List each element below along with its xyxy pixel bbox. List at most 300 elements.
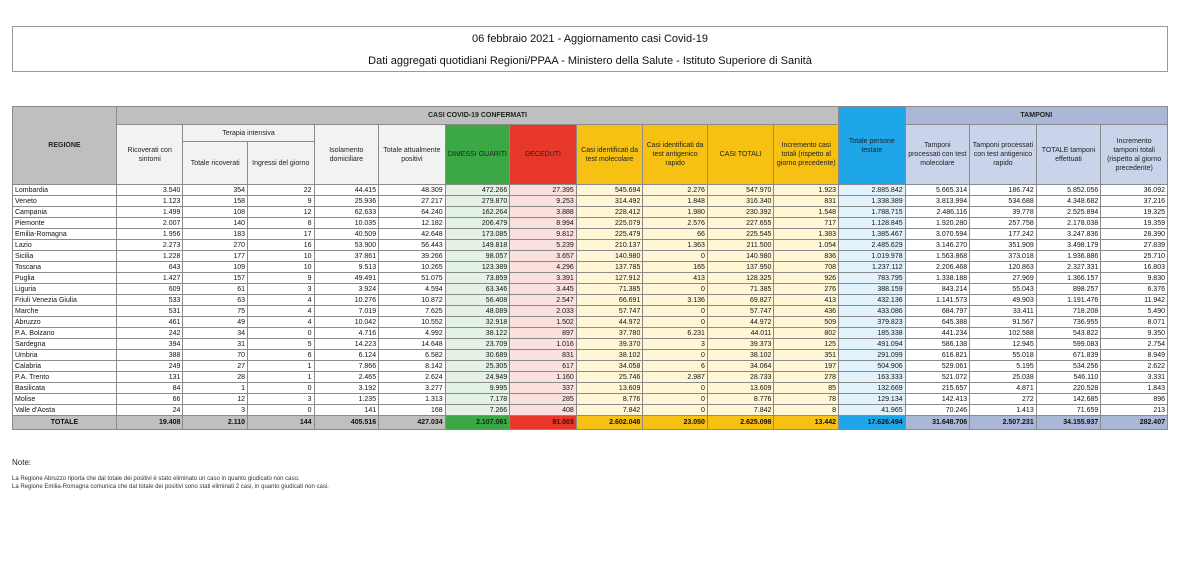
value-cell: 142.685	[1036, 394, 1101, 405]
table-row	[13, 284, 1168, 295]
value-cell: 10.035	[314, 218, 379, 229]
value-cell: 684.797	[905, 306, 970, 317]
value-cell: 8.776	[576, 394, 643, 405]
value-cell: 3.277	[379, 383, 446, 394]
table-row	[13, 350, 1168, 361]
value-cell: 44.011	[707, 328, 774, 339]
value-cell: 63	[183, 295, 248, 306]
value-cell: 3	[248, 394, 315, 405]
value-cell: 3.498.179	[1036, 240, 1101, 251]
value-cell: 49	[183, 317, 248, 328]
value-cell: 3.540	[116, 185, 183, 196]
value-cell: 257.758	[970, 218, 1037, 229]
value-cell: 2.465	[314, 372, 379, 383]
value-cell: 142.413	[905, 394, 970, 405]
value-cell: 71.385	[576, 284, 643, 295]
value-cell: 11.942	[1101, 295, 1168, 306]
value-cell: 8	[248, 218, 315, 229]
value-cell: 129.134	[839, 394, 906, 405]
value-cell: 70	[183, 350, 248, 361]
value-cell: 5	[248, 339, 315, 350]
value-cell: 211.500	[707, 240, 774, 251]
total-cell: 2.602.048	[576, 416, 643, 430]
value-cell: 9.995	[445, 383, 510, 394]
value-cell: 48.309	[379, 185, 446, 196]
value-cell: 31	[183, 339, 248, 350]
value-cell: 158	[183, 196, 248, 207]
region-cell: Liguria	[13, 284, 117, 295]
value-cell: 27.839	[1101, 240, 1168, 251]
value-cell: 718.208	[1036, 306, 1101, 317]
table-row	[13, 383, 1168, 394]
total-cell: 31.648.706	[905, 416, 970, 430]
value-cell: 215.657	[905, 383, 970, 394]
value-cell: 49.903	[970, 295, 1037, 306]
value-cell: 285	[510, 394, 577, 405]
value-cell: 9.513	[314, 262, 379, 273]
value-cell: 898.257	[1036, 284, 1101, 295]
report-header	[12, 26, 1168, 72]
casi-group-header: CASI COVID-19 CONFERMATI	[116, 107, 838, 125]
table-row	[13, 273, 1168, 284]
value-cell: 140.980	[707, 251, 774, 262]
value-cell: 6.376	[1101, 284, 1168, 295]
value-cell: 1.383	[774, 229, 839, 240]
value-cell: 39.778	[970, 207, 1037, 218]
value-cell: 91.567	[970, 317, 1037, 328]
value-cell: 12.182	[379, 218, 446, 229]
value-cell: 2.033	[510, 306, 577, 317]
value-cell: 276	[774, 284, 839, 295]
value-cell: 3	[248, 284, 315, 295]
value-cell: 25.038	[970, 372, 1037, 383]
value-cell: 545.694	[576, 185, 643, 196]
value-cell: 108	[183, 207, 248, 218]
value-cell: 75	[183, 306, 248, 317]
casi-totali-header: CASI TOTALI	[707, 125, 774, 185]
value-cell: 717	[774, 218, 839, 229]
value-cell: 10.265	[379, 262, 446, 273]
value-cell: 1.502	[510, 317, 577, 328]
value-cell: 3.070.594	[905, 229, 970, 240]
value-cell: 137.785	[576, 262, 643, 273]
value-cell: 354	[183, 185, 248, 196]
table-row	[13, 218, 1168, 229]
value-cell: 831	[774, 196, 839, 207]
value-cell: 2.007	[116, 218, 183, 229]
value-cell: 14.648	[379, 339, 446, 350]
table-row	[13, 361, 1168, 372]
value-cell: 38.122	[445, 328, 510, 339]
ti-totale-header: Totale ricoverati	[183, 142, 248, 185]
terapia-intensiva-header: Terapia intensiva	[183, 125, 314, 142]
value-cell: 2.576	[643, 218, 708, 229]
value-cell: 599.083	[1036, 339, 1101, 350]
value-cell: 6.231	[643, 328, 708, 339]
table-row	[13, 394, 1168, 405]
value-cell: 432.136	[839, 295, 906, 306]
value-cell: 1.920.280	[905, 218, 970, 229]
total-cell: 2.507.231	[970, 416, 1037, 430]
value-cell: 1.191.476	[1036, 295, 1101, 306]
value-cell: 157	[183, 273, 248, 284]
value-cell: 225.545	[707, 229, 774, 240]
value-cell: 2.987	[643, 372, 708, 383]
value-cell: 543.822	[1036, 328, 1101, 339]
value-cell: 0	[248, 383, 315, 394]
value-cell: 1.019.978	[839, 251, 906, 262]
value-cell: 39.370	[576, 339, 643, 350]
value-cell: 783.795	[839, 273, 906, 284]
value-cell: 533	[116, 295, 183, 306]
value-cell: 337	[510, 383, 577, 394]
value-cell: 132.669	[839, 383, 906, 394]
value-cell: 63.346	[445, 284, 510, 295]
value-cell: 13.609	[576, 383, 643, 394]
region-cell: Lombardia	[13, 185, 117, 196]
value-cell: 1.128.845	[839, 218, 906, 229]
value-cell: 32.918	[445, 317, 510, 328]
value-cell: 56.443	[379, 240, 446, 251]
value-cell: 2.885.842	[839, 185, 906, 196]
value-cell: 44.972	[576, 317, 643, 328]
value-cell: 1	[183, 383, 248, 394]
region-cell: P.A. Bolzano	[13, 328, 117, 339]
value-cell: 128.325	[707, 273, 774, 284]
value-cell: 27	[183, 361, 248, 372]
total-cell: 19.408	[116, 416, 183, 430]
value-cell: 25.710	[1101, 251, 1168, 262]
value-cell: 351	[774, 350, 839, 361]
value-cell: 2.276	[643, 185, 708, 196]
value-cell: 1.548	[774, 207, 839, 218]
value-cell: 8.142	[379, 361, 446, 372]
value-cell: 7.866	[314, 361, 379, 372]
molecolare-header: Casi identificati da test molecolare	[576, 125, 643, 185]
value-cell: 4.992	[379, 328, 446, 339]
value-cell: 173.085	[445, 229, 510, 240]
value-cell: 37.216	[1101, 196, 1168, 207]
value-cell: 3.192	[314, 383, 379, 394]
value-cell: 1.563.868	[905, 251, 970, 262]
value-cell: 51.075	[379, 273, 446, 284]
value-cell: 1.848	[643, 196, 708, 207]
value-cell: 1.338.389	[839, 196, 906, 207]
value-cell: 509	[774, 317, 839, 328]
value-cell: 64.240	[379, 207, 446, 218]
value-cell: 36.092	[1101, 185, 1168, 196]
value-cell: 291.099	[839, 350, 906, 361]
value-cell: 4.348.682	[1036, 196, 1101, 207]
value-cell: 30.689	[445, 350, 510, 361]
value-cell: 12.945	[970, 339, 1037, 350]
value-cell: 379.823	[839, 317, 906, 328]
value-cell: 56.408	[445, 295, 510, 306]
value-cell: 17	[248, 229, 315, 240]
note-line: La Regione Abruzzo riporta che dal totale dei positivi è stato eliminato un caso in quanto giudicato non caso.	[12, 476, 300, 482]
value-cell: 1	[248, 372, 315, 383]
region-cell: Marche	[13, 306, 117, 317]
region-cell: Emilia-Romagna	[13, 229, 117, 240]
value-cell: 227.655	[707, 218, 774, 229]
value-cell: 3.888	[510, 207, 577, 218]
value-cell: 316.340	[707, 196, 774, 207]
value-cell: 210.137	[576, 240, 643, 251]
value-cell: 225.479	[576, 229, 643, 240]
value-cell: 531	[116, 306, 183, 317]
regione-header: REGIONE	[13, 107, 117, 185]
value-cell: 25.305	[445, 361, 510, 372]
value-cell: 433.086	[839, 306, 906, 317]
value-cell: 2.486.116	[905, 207, 970, 218]
value-cell: 2.178.038	[1036, 218, 1101, 229]
value-cell: 388	[116, 350, 183, 361]
value-cell: 2.754	[1101, 339, 1168, 350]
value-cell: 609	[116, 284, 183, 295]
value-cell: 9	[248, 196, 315, 207]
value-cell: 9.350	[1101, 328, 1168, 339]
region-cell: Abruzzo	[13, 317, 117, 328]
region-cell: Molise	[13, 394, 117, 405]
value-cell: 28.390	[1101, 229, 1168, 240]
value-cell: 1.054	[774, 240, 839, 251]
value-cell: 23.709	[445, 339, 510, 350]
value-cell: 162.264	[445, 207, 510, 218]
value-cell: 1.499	[116, 207, 183, 218]
value-cell: 436	[774, 306, 839, 317]
table-row	[13, 185, 1168, 196]
value-cell: 12	[183, 394, 248, 405]
value-cell: 3.247.836	[1036, 229, 1101, 240]
value-cell: 168	[379, 405, 446, 416]
value-cell: 4	[248, 295, 315, 306]
table-row	[13, 372, 1168, 383]
report-title: 06 febbraio 2021 - Aggiornamento casi Covid-19	[471, 33, 709, 45]
value-cell: 534.688	[970, 196, 1037, 207]
value-cell: 1.923	[774, 185, 839, 196]
region-cell: Toscana	[13, 262, 117, 273]
value-cell: 831	[510, 350, 577, 361]
value-cell: 0	[643, 383, 708, 394]
value-cell: 66.691	[576, 295, 643, 306]
value-cell: 141	[314, 405, 379, 416]
value-cell: 8.994	[510, 218, 577, 229]
value-cell: 441.234	[905, 328, 970, 339]
table-row	[13, 405, 1168, 416]
value-cell: 70.246	[905, 405, 970, 416]
value-cell: 197	[774, 361, 839, 372]
value-cell: 3	[183, 405, 248, 416]
value-cell: 131	[116, 372, 183, 383]
value-cell: 708	[774, 262, 839, 273]
notes-section	[12, 458, 329, 491]
value-cell: 1.843	[1101, 383, 1168, 394]
value-cell: 120.863	[970, 262, 1037, 273]
value-cell: 9.812	[510, 229, 577, 240]
value-cell: 7.266	[445, 405, 510, 416]
value-cell: 220.528	[1036, 383, 1101, 394]
region-cell: Umbria	[13, 350, 117, 361]
value-cell: 4.716	[314, 328, 379, 339]
covid-table	[12, 106, 1168, 430]
region-cell: Piemonte	[13, 218, 117, 229]
value-cell: 3.146.270	[905, 240, 970, 251]
value-cell: 278	[774, 372, 839, 383]
t-incremento-header: Incremento tamponi totali (rispetto al giorno precedente)	[1101, 125, 1168, 185]
value-cell: 2.624	[379, 372, 446, 383]
value-cell: 3.813.994	[905, 196, 970, 207]
value-cell: 213	[1101, 405, 1168, 416]
note-line: La Regione Emilia-Romagna comunica che dal totale dei positivi sono stati eliminati 2 casi, in quanto giudicati non casi.	[12, 484, 329, 490]
value-cell: 140.980	[576, 251, 643, 262]
value-cell: 3	[643, 339, 708, 350]
value-cell: 10.042	[314, 317, 379, 328]
value-cell: 185.338	[839, 328, 906, 339]
value-cell: 34.058	[576, 361, 643, 372]
value-cell: 6	[643, 361, 708, 372]
value-cell: 10.276	[314, 295, 379, 306]
value-cell: 137.950	[707, 262, 774, 273]
value-cell: 27.969	[970, 273, 1037, 284]
value-cell: 7.178	[445, 394, 510, 405]
table-row	[13, 196, 1168, 207]
value-cell: 242	[116, 328, 183, 339]
value-cell: 57.747	[707, 306, 774, 317]
value-cell: 16	[248, 240, 315, 251]
value-cell: 2.273	[116, 240, 183, 251]
total-label: TOTALE	[13, 416, 117, 430]
table-row	[13, 229, 1168, 240]
value-cell: 547.970	[707, 185, 774, 196]
value-cell: 33.411	[970, 306, 1037, 317]
value-cell: 71.385	[707, 284, 774, 295]
value-cell: 586.138	[905, 339, 970, 350]
region-cell: Sardegna	[13, 339, 117, 350]
value-cell: 149.818	[445, 240, 510, 251]
region-cell: Lazio	[13, 240, 117, 251]
value-cell: 3.445	[510, 284, 577, 295]
value-cell: 529.061	[905, 361, 970, 372]
total-cell: 91.003	[510, 416, 577, 430]
region-cell: Calabria	[13, 361, 117, 372]
value-cell: 373.018	[970, 251, 1037, 262]
value-cell: 1.427	[116, 273, 183, 284]
value-cell: 3.391	[510, 273, 577, 284]
value-cell: 6.124	[314, 350, 379, 361]
value-cell: 12	[248, 207, 315, 218]
value-cell: 643	[116, 262, 183, 273]
value-cell: 37.861	[314, 251, 379, 262]
total-cell: 2.625.098	[707, 416, 774, 430]
value-cell: 14.223	[314, 339, 379, 350]
value-cell: 127.912	[576, 273, 643, 284]
value-cell: 62.633	[314, 207, 379, 218]
value-cell: 1	[248, 361, 315, 372]
value-cell: 2.327.331	[1036, 262, 1101, 273]
value-cell: 546.110	[1036, 372, 1101, 383]
value-cell: 85	[774, 383, 839, 394]
isolamento-header: Isolamento domiciliare	[314, 125, 379, 185]
value-cell: 28.733	[707, 372, 774, 383]
value-cell: 0	[643, 350, 708, 361]
region-cell: Sicilia	[13, 251, 117, 262]
value-cell: 66	[643, 229, 708, 240]
totale-positivi-header: Totale attualmente positivi	[379, 125, 446, 185]
value-cell: 125	[774, 339, 839, 350]
value-cell: 504.906	[839, 361, 906, 372]
table-row	[13, 240, 1168, 251]
value-cell: 34.064	[707, 361, 774, 372]
value-cell: 9.830	[1101, 273, 1168, 284]
value-cell: 1.956	[116, 229, 183, 240]
region-cell: Campania	[13, 207, 117, 218]
table-row	[13, 317, 1168, 328]
value-cell: 616.821	[905, 350, 970, 361]
deceduti-header: DECEDUTI	[510, 125, 577, 185]
total-cell: 282.407	[1101, 416, 1168, 430]
table-row	[13, 306, 1168, 317]
value-cell: 55.018	[970, 350, 1037, 361]
ricoverati-header: Ricoverati con sintomi	[116, 125, 183, 185]
value-cell: 491.094	[839, 339, 906, 350]
dimessi-header: DIMESSI GUARITI	[445, 125, 510, 185]
t-antigenico-header: Tamponi processati con test antigenico rapido	[970, 125, 1037, 185]
total-cell: 13.442	[774, 416, 839, 430]
value-cell: 98.057	[445, 251, 510, 262]
value-cell: 314.492	[576, 196, 643, 207]
report-subtitle: Dati aggregati quotidiani Regioni/PPAA - Ministero della Salute - Istituto Superiore di Sanità	[368, 55, 812, 67]
value-cell: 186.742	[970, 185, 1037, 196]
total-cell: 405.516	[314, 416, 379, 430]
value-cell: 206.479	[445, 218, 510, 229]
value-cell: 1.385.467	[839, 229, 906, 240]
notes-title: Note:	[12, 458, 32, 467]
region-cell: Valle d'Aosta	[13, 405, 117, 416]
value-cell: 25.936	[314, 196, 379, 207]
value-cell: 4.296	[510, 262, 577, 273]
value-cell: 1.235	[314, 394, 379, 405]
value-cell: 49.491	[314, 273, 379, 284]
value-cell: 19.325	[1101, 207, 1168, 218]
value-cell: 3.136	[643, 295, 708, 306]
value-cell: 5.665.314	[905, 185, 970, 196]
value-cell: 13.609	[707, 383, 774, 394]
value-cell: 0	[643, 251, 708, 262]
value-cell: 1.141.573	[905, 295, 970, 306]
value-cell: 5.852.056	[1036, 185, 1101, 196]
value-cell: 2.525.894	[1036, 207, 1101, 218]
tamponi-group-header: TAMPONI	[905, 107, 1167, 125]
value-cell: 5.239	[510, 240, 577, 251]
total-cell: 2.107.061	[445, 416, 510, 430]
total-cell: 144	[248, 416, 315, 430]
value-cell: 4.871	[970, 383, 1037, 394]
value-cell: 4	[248, 306, 315, 317]
value-cell: 413	[774, 295, 839, 306]
value-cell: 408	[510, 405, 577, 416]
value-cell: 123.389	[445, 262, 510, 273]
region-cell: Puglia	[13, 273, 117, 284]
region-cell: P.A. Trento	[13, 372, 117, 383]
value-cell: 926	[774, 273, 839, 284]
table-row	[13, 328, 1168, 339]
value-cell: 8	[774, 405, 839, 416]
value-cell: 9.253	[510, 196, 577, 207]
value-cell: 48.089	[445, 306, 510, 317]
value-cell: 1.016	[510, 339, 577, 350]
value-cell: 2.485.629	[839, 240, 906, 251]
value-cell: 270	[183, 240, 248, 251]
